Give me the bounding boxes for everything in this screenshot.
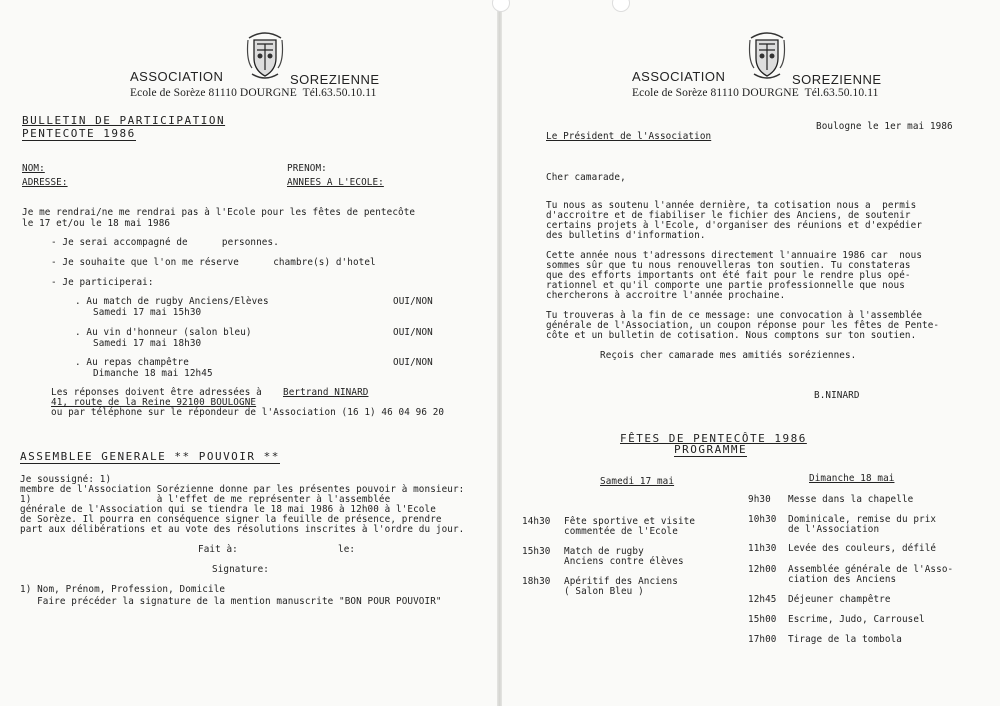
pouvoir-line: part aux délibérations et au vote des résolutions inscrites à l'ordre du jour. <box>20 524 465 535</box>
reply-name: Bertrand NINARD <box>283 387 369 398</box>
pouvoir-line: de Sorèze. Il pourra en conséquence signer la feuille de présence, prendre <box>20 514 442 525</box>
para-line: que des efforts importants ont été fait pour le rendre plus opé- <box>546 270 911 281</box>
le-label: le: <box>338 544 356 555</box>
letter-date: Boulogne le 1er mai 1986 <box>816 121 953 132</box>
crest-icon <box>746 30 788 82</box>
sun-time: 17h00 <box>748 634 777 645</box>
org-name-right: SOREZIENNE <box>792 72 882 87</box>
sun-event: Déjeuner champêtre <box>788 594 891 605</box>
sun-time: 12h45 <box>748 594 777 605</box>
event-name: . Au repas champêtre <box>75 357 189 368</box>
sat-event: Match de rugby <box>564 546 644 557</box>
sun-time: 9h30 <box>748 494 771 505</box>
sun-event: Escrime, Judo, Carrousel <box>788 614 925 625</box>
letter-signature: B.NINARD <box>814 390 860 401</box>
para-line: des bulletins d'information. <box>546 230 706 241</box>
para-line: Cette année nous t'adressons directement l'annuaire 1986 car nous <box>546 250 923 261</box>
bulletin-subtitle: PENTECOTE 1986 <box>22 127 136 140</box>
intro-line: Je me rendrai/ne me rendrai pas à l'Ecole pour les fêtes de pentecôte <box>22 207 416 218</box>
pouvoir-line: Je soussigné: 1) <box>20 474 112 485</box>
org-name-left: ASSOCIATION <box>632 69 726 84</box>
prenom-label: PRENOM: <box>287 163 327 174</box>
sun-event: Tirage de la tombola <box>788 634 902 645</box>
para-line: chercherons à accroitre l'année prochaine. <box>546 290 786 301</box>
pouvoir-line: générale de l'Association qui se tiendra le 18 mai 1986 à 12h00 à l'Ecole <box>20 504 436 515</box>
left-page <box>0 0 498 706</box>
event-choice: OUI/NON <box>393 327 433 338</box>
fait-a-label: Fait à: <box>198 544 238 555</box>
para-line: rationnel et qu'il comporte une partie professionnelle que nous <box>546 280 905 291</box>
reply-address: 41, route de la Reine 92100 BOULOGNE <box>51 397 257 408</box>
para-line: d'accroitre et de fiabiliser le fichier des Anciens, de soutenir <box>546 210 911 221</box>
letter-from: Le Président de l'Association <box>546 131 712 142</box>
reply-line: Les réponses doivent être adressées à <box>51 387 262 398</box>
sun-time: 11h30 <box>748 543 777 554</box>
event-choice: OUI/NON <box>393 357 433 368</box>
nom-label: NOM: <box>22 163 45 174</box>
pouvoir-note: 1) Nom, Prénom, Profession, Domicile <box>20 584 226 595</box>
event-name: . Au match de rugby Anciens/Elèves <box>75 296 269 307</box>
sun-event: Dominicale, remise du prix <box>788 514 937 525</box>
pouvoir-line: membre de l'Association Sorézienne donne par les présentes pouvoir à monsieur: <box>20 484 465 495</box>
sat-event: Fête sportive et visite <box>564 516 696 527</box>
adresse-label: ADRESSE: <box>22 177 68 188</box>
sat-time: 18h30 <box>522 576 551 587</box>
sat-event: Apéritif des Anciens <box>564 576 678 587</box>
para-line: Tu trouveras à la fin de ce message: une convocation à l'assemblée <box>546 310 923 321</box>
sun-time: 10h30 <box>748 514 777 525</box>
item-participerai: - Je participerai: <box>51 277 154 288</box>
event-date: Dimanche 18 mai 12h45 <box>93 368 213 379</box>
org-name-left: ASSOCIATION <box>130 69 224 84</box>
sat-event: ( Salon Bleu ) <box>564 586 644 597</box>
sun-event: de l'Association <box>788 524 880 535</box>
right-page <box>502 0 1000 706</box>
para-line: Tu nous as soutenu l'année dernière, ta cotisation nous a permis <box>546 200 917 211</box>
event-date: Samedi 17 mai 15h30 <box>93 307 202 318</box>
sun-event: Messe dans la chapelle <box>788 494 914 505</box>
annees-label: ANNEES A L'ECOLE: <box>287 177 384 188</box>
sat-time: 15h30 <box>522 546 551 557</box>
para-line: certains projets à l'Ecole, d'organiser des réunions et d'expédier <box>546 220 923 231</box>
para-line: côte et un bulletin de cotisation. Nous comptons sur ton soutien. <box>546 330 917 341</box>
sun-event: Levée des couleurs, défilé <box>788 543 937 554</box>
org-address: Ecole de Sorèze 81110 DOURGNE Tél.63.50.10.11 <box>632 87 879 99</box>
salutation: Cher camarade, <box>546 172 626 183</box>
sun-time: 15h00 <box>748 614 777 625</box>
para-line: générale de l'Association, un coupon réponse pour les fêtes de Pente- <box>546 320 940 331</box>
reply-phone: ou par téléphone sur le répondeur de l'Association (16 1) 46 04 96 20 <box>51 407 445 418</box>
closing: Reçois cher camarade mes amitiés soréziennes. <box>600 350 857 361</box>
para-line: sommes sûr que tu nous renouvelleras ton soutien. Tu constateras <box>546 260 911 271</box>
punch-hole <box>612 0 630 12</box>
pouvoir-title: ASSEMBLEE GENERALE ** POUVOIR ** <box>20 450 280 463</box>
sun-event: ciation des Anciens <box>788 574 897 585</box>
sunday-header: Dimanche 18 mai <box>809 473 895 484</box>
item-accompagne: - Je serai accompagné de personnes. <box>51 237 279 248</box>
item-chambre: - Je souhaite que l'on me réserve chambre(s) d'hotel <box>51 257 376 268</box>
sat-event: commentée de l'Ecole <box>564 526 678 537</box>
programme-title: FÊTES DE PENTECÔTE 1986 <box>620 432 807 445</box>
sun-event: Assemblée générale de l'Asso- <box>788 564 954 575</box>
intro-line: le 17 et/ou le 18 mai 1986 <box>22 218 171 229</box>
bulletin-title: BULLETIN DE PARTICIPATION <box>22 114 226 127</box>
event-name: . Au vin d'honneur (salon bleu) <box>75 327 252 338</box>
programme-subtitle: PROGRAMME <box>674 443 748 456</box>
signature-label: Signature: <box>212 564 269 575</box>
event-choice: OUI/NON <box>393 296 433 307</box>
sun-time: 12h00 <box>748 564 777 575</box>
org-address: Ecole de Sorèze 81110 DOURGNE Tél.63.50.10.11 <box>130 87 377 99</box>
pouvoir-line: 1) à l'effet de me représenter à l'assemblée <box>20 494 391 505</box>
punch-hole <box>492 0 510 12</box>
sat-event: Anciens contre élèves <box>564 556 684 567</box>
event-date: Samedi 17 mai 18h30 <box>93 338 202 349</box>
sat-time: 14h30 <box>522 516 551 527</box>
pouvoir-note: Faire précéder la signature de la mention manuscrite "BON POUR POUVOIR" <box>20 596 442 607</box>
org-name-right: SOREZIENNE <box>290 72 380 87</box>
crest-icon <box>244 30 286 82</box>
saturday-header: Samedi 17 mai <box>600 476 675 487</box>
